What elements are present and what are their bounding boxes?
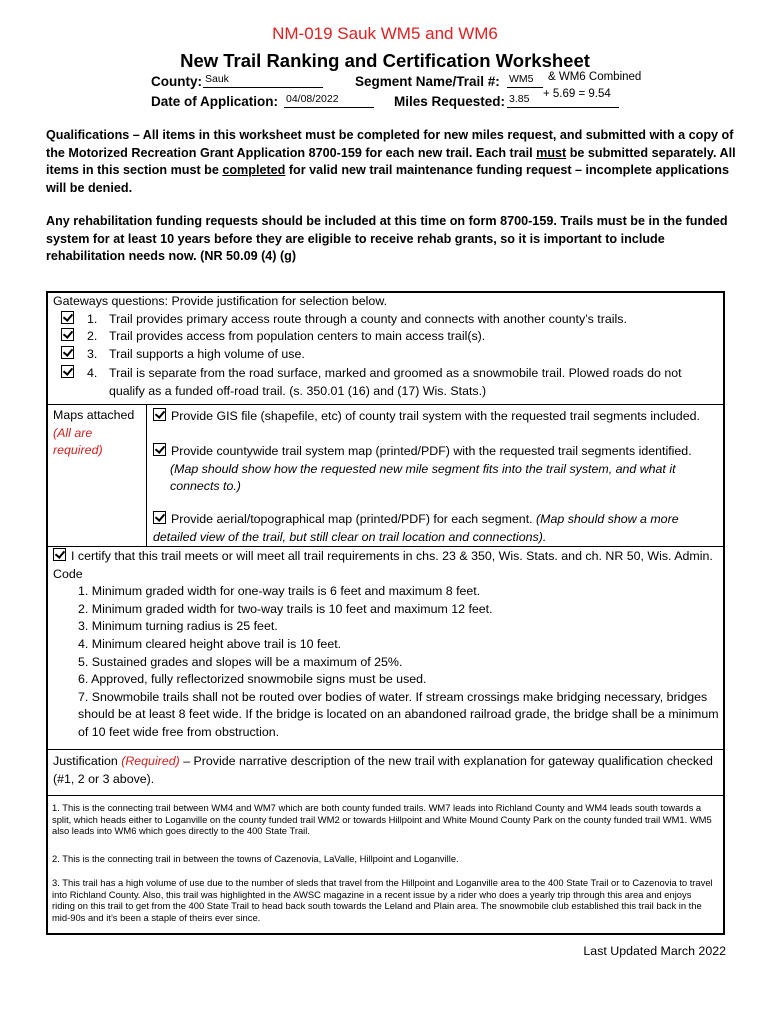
county-field[interactable]: Sauk [203, 73, 323, 88]
certify-checkbox[interactable] [53, 548, 66, 561]
gateway-item-4: 4. Trail is separate from the road surface, marked and groomed as a snowmobile trail. Plowed roads do not qualify as a funded off-road trail. (s. 350.01 (16) and (17) Wis. Stats.) [53, 365, 719, 400]
justification-answer-2[interactable]: 2. This is the connecting trail in between the towns of Cazenovia, LaValle, Hillpoint and Loganville. [52, 853, 459, 864]
maps-aerial-item: Provide aerial/topographical map (printed/PDF) for each segment. (Map should show a more detailed view of the trail, but still clear on trail location and connections). [153, 512, 679, 544]
gateway-1-checkbox[interactable] [61, 311, 74, 324]
miles-label: Miles Requested: [394, 94, 506, 109]
maps-aerial-checkbox[interactable] [153, 511, 166, 524]
county-label: County: [151, 74, 202, 89]
certify-requirement: 1. Minimum graded width for one-way trails is 6 feet and maximum 8 feet. [78, 584, 481, 599]
certify-requirements-list [53, 583, 719, 741]
certify-requirement: 6. Approved, fully reflectorized snowmobile signs must be used. [78, 672, 427, 687]
header-red-title: NM-019 Sauk WM5 and WM6 [272, 24, 498, 43]
gateway-item-2: 2. Trail provides access from population centers to main access trail(s). [53, 328, 719, 346]
date-field[interactable]: 04/08/2022 [284, 93, 374, 108]
gateways-section [53, 293, 719, 401]
justification-heading: Justification (Required) – Provide narrative description of the new trail with explanation for gateway qualification checked (#1, 2 or 3 above). [53, 754, 713, 786]
certify-intro: I certify that this trail meets or will meet all trail requirements in chs. 23 & 350, Wis. Stats. and ch. NR 50, Wis. Admin. Code [53, 549, 713, 581]
gateway-item-1: 1. Trail provides primary access route through a county and connects with another county’s trails. [53, 311, 719, 329]
maps-required-note: (All are required) [53, 425, 103, 458]
maps-gis-item: Provide GIS file (shapefile, etc) of county trail system with the requested trail segments included. [153, 408, 719, 426]
certify-requirement: 4. Minimum cleared height above trail is 10 feet. [78, 636, 342, 651]
segment-extra: & WM6 Combined [548, 71, 642, 83]
divider [46, 404, 725, 405]
footer-updated: Last Updated March 2022 [583, 944, 726, 958]
maps-gis-checkbox[interactable] [153, 408, 166, 421]
divider [46, 546, 725, 547]
certify-requirement: 7. Snowmobile trails shall not be routed over bodies of water. If stream crossings make bridging necessary, bridges should be at least 8 feet wide. If the bridge is located on an abandoned railroad grade, the bridge shall be a minimum of 10 feet wide free from obstruction. [78, 689, 719, 739]
rehabilitation-paragraph: Any rehabilitation funding requests should be included at this time on form 8700-159. Trails must be in the funded system for at least 10 years before they are eligible to receive rehab grants, so it is important to include rehabilitation needs now. (NR 50.09 (4) (g) [46, 214, 728, 263]
maps-label: Maps attached [53, 408, 135, 422]
maps-label-cell [53, 407, 145, 460]
date-label: Date of Application: [151, 94, 278, 109]
miles-extra: + 5.69 = 9.54 [543, 88, 611, 100]
gateways-intro: Gateways questions: Provide justification for selection below. [53, 294, 388, 308]
certify-section [53, 548, 719, 742]
certify-requirement: 3. Minimum turning radius is 25 feet. [78, 619, 278, 634]
page-title: New Trail Ranking and Certification Worksheet [180, 50, 590, 71]
divider [146, 404, 147, 546]
segment-field[interactable]: WM5 [507, 73, 543, 88]
maps-countywide-checkbox[interactable] [153, 443, 166, 456]
certify-requirement: 2. Minimum graded width for two-way trails is 10 feet and maximum 12 feet. [78, 601, 493, 616]
segment-label: Segment Name/Trail #: [355, 74, 500, 89]
gateways-list [53, 311, 719, 401]
gateway-3-checkbox[interactable] [61, 346, 74, 359]
miles-field[interactable]: 3.85 [507, 93, 619, 108]
justification-answer-3[interactable]: 3. This trail has a high volume of use due to the number of sleds that travel from the Hillpoint and Loganville area to the 400 State Trail or to Cazenovia to travel into Richland County. Also, this trail was highlighted in the AWSC magazine in a recent issue by a rider who does a yearly trip through this area and enjoys riding on this trail to get from the 400 State Trail to head back south towards the Leland and Plain area. The snowmobile club established this trail back in the mid-90s and it’s been a staple of theirs ever since. [52, 877, 713, 923]
certify-requirement: 5. Sustained grades and slopes will be a maximum of 25%. [78, 654, 403, 669]
justification-answer-1[interactable]: 1. This is the connecting trail between WM4 and WM7 which are both county funded trails. WM7 leads into Richland County and WM4 leads south towards a split, which heads either to Loganville on the county funded trail WM2 or towards Hillpoint and White Mound County Park on the county funded trail WM1. WM5 also leads into WM6 which goes directly to the 400 State Trail. [52, 802, 712, 836]
divider [46, 795, 725, 796]
divider [46, 749, 725, 750]
gateway-4-checkbox[interactable] [61, 365, 74, 378]
qualifications-paragraph: Qualifications – All items in this worksheet must be completed for new miles request, and submitted with a copy of the Motorized Recreation Grant Application 8700-159 for each new trail. Each trail must be submitted separately. All items in this section must be completed for valid new trail maintenance funding request – incomplete applications will be denied. [46, 128, 736, 195]
maps-countywide-item: Provide countywide trail system map (printed/PDF) with the requested trail segments identified. (Map should show how the requested new mile segment fits into the trail system, and what it connects to.) [153, 443, 719, 496]
gateway-2-checkbox[interactable] [61, 328, 74, 341]
gateway-item-3: 3. Trail supports a high volume of use. [53, 346, 719, 364]
